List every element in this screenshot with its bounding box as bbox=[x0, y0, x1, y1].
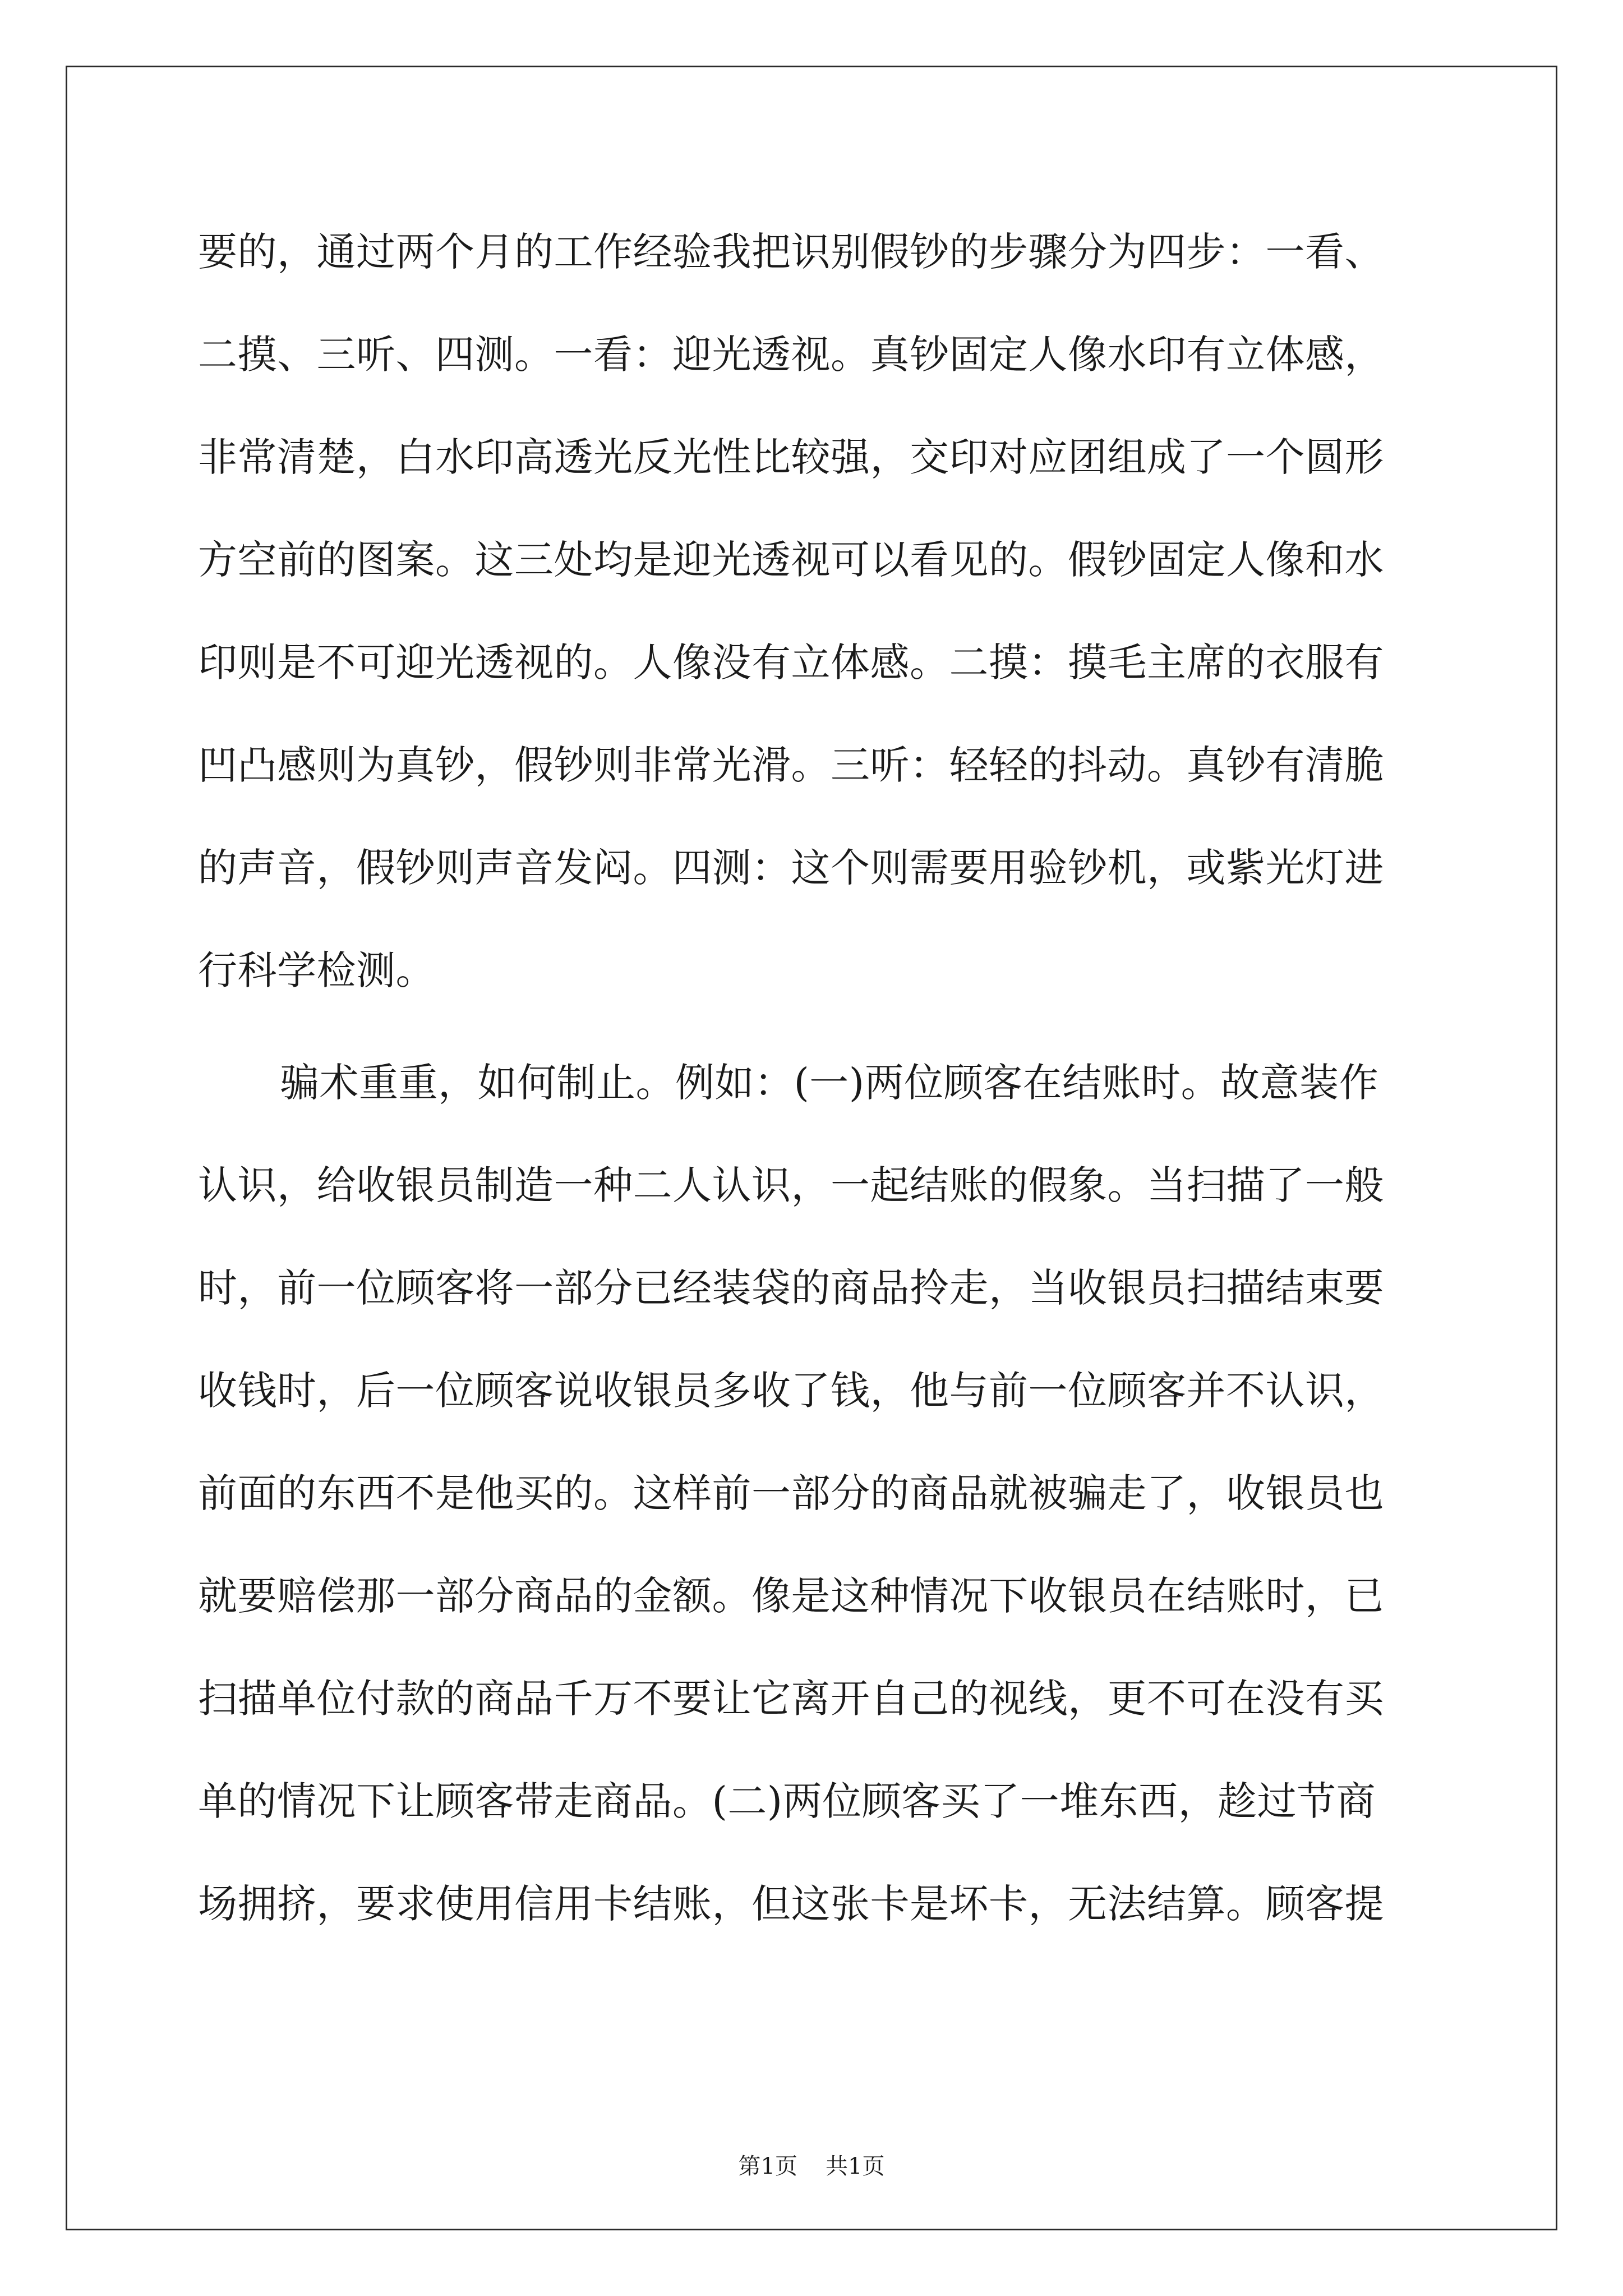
page-total: 共1页 bbox=[826, 2154, 885, 2179]
document-body bbox=[198, 201, 1433, 1955]
paragraph-first-line: 骗术重重，如何制止。例如：(一)两位顾客在结账时。故意装作 bbox=[280, 1060, 1379, 1106]
text-line: 凹凸感则为真钞，假钞则非常光滑。三听：轻轻的抖动。真钞有清脆 bbox=[198, 742, 1384, 788]
text-line: 二摸、三听、四测。一看：迎光透视。真钞固定人像水印有立体感， bbox=[198, 332, 1384, 378]
text-line: 就要赔偿那一部分商品的金额。像是这种情况下收银员在结账时，已 bbox=[198, 1573, 1384, 1619]
text-line: 收钱时，后一位顾客说收银员多收了钱，他与前一位顾客并不认识， bbox=[198, 1368, 1384, 1414]
text-line: 时，前一位顾客将一部分已经装袋的商品拎走，当收银员扫描结束要 bbox=[198, 1265, 1384, 1311]
text-line: 扫描单位付款的商品千万不要让它离开自己的视线，更不可在没有买 bbox=[198, 1676, 1384, 1722]
text-line: 方空前的图案。这三处均是迎光透视可以看见的。假钞固定人像和水 bbox=[198, 537, 1384, 583]
text-line: 单的情况下让顾客带走商品。(二)两位顾客买了一堆东西，趁过节商 bbox=[198, 1778, 1376, 1824]
text-line: 认识，给收银员制造一种二人认识，一起结账的假象。当扫描了一般 bbox=[198, 1162, 1384, 1208]
text-line: 要的，通过两个月的工作经验我把识别假钞的步骤分为四步：一看、 bbox=[198, 229, 1384, 275]
text-line: 印则是不可迎光透视的。人像没有立体感。二摸：摸毛主席的衣服有 bbox=[198, 639, 1384, 685]
page-footer bbox=[0, 2150, 1623, 2183]
text-line: 非常清楚，白水印高透光反光性比较强，交印对应团组成了一个圆形 bbox=[198, 434, 1384, 480]
page-number: 第1页 bbox=[738, 2154, 797, 2179]
text-line: 的声音，假钞则声音发闷。四测：这个则需要用验钞机，或紫光灯进 bbox=[198, 845, 1384, 891]
text-line: 前面的东西不是他买的。这样前一部分的商品就被骗走了，收银员也 bbox=[198, 1470, 1384, 1516]
text-line: 场拥挤，要求使用信用卡结账，但这张卡是坏卡，无法结算。顾客提 bbox=[198, 1881, 1384, 1927]
text-line: 行科学检测。 bbox=[198, 947, 435, 993]
